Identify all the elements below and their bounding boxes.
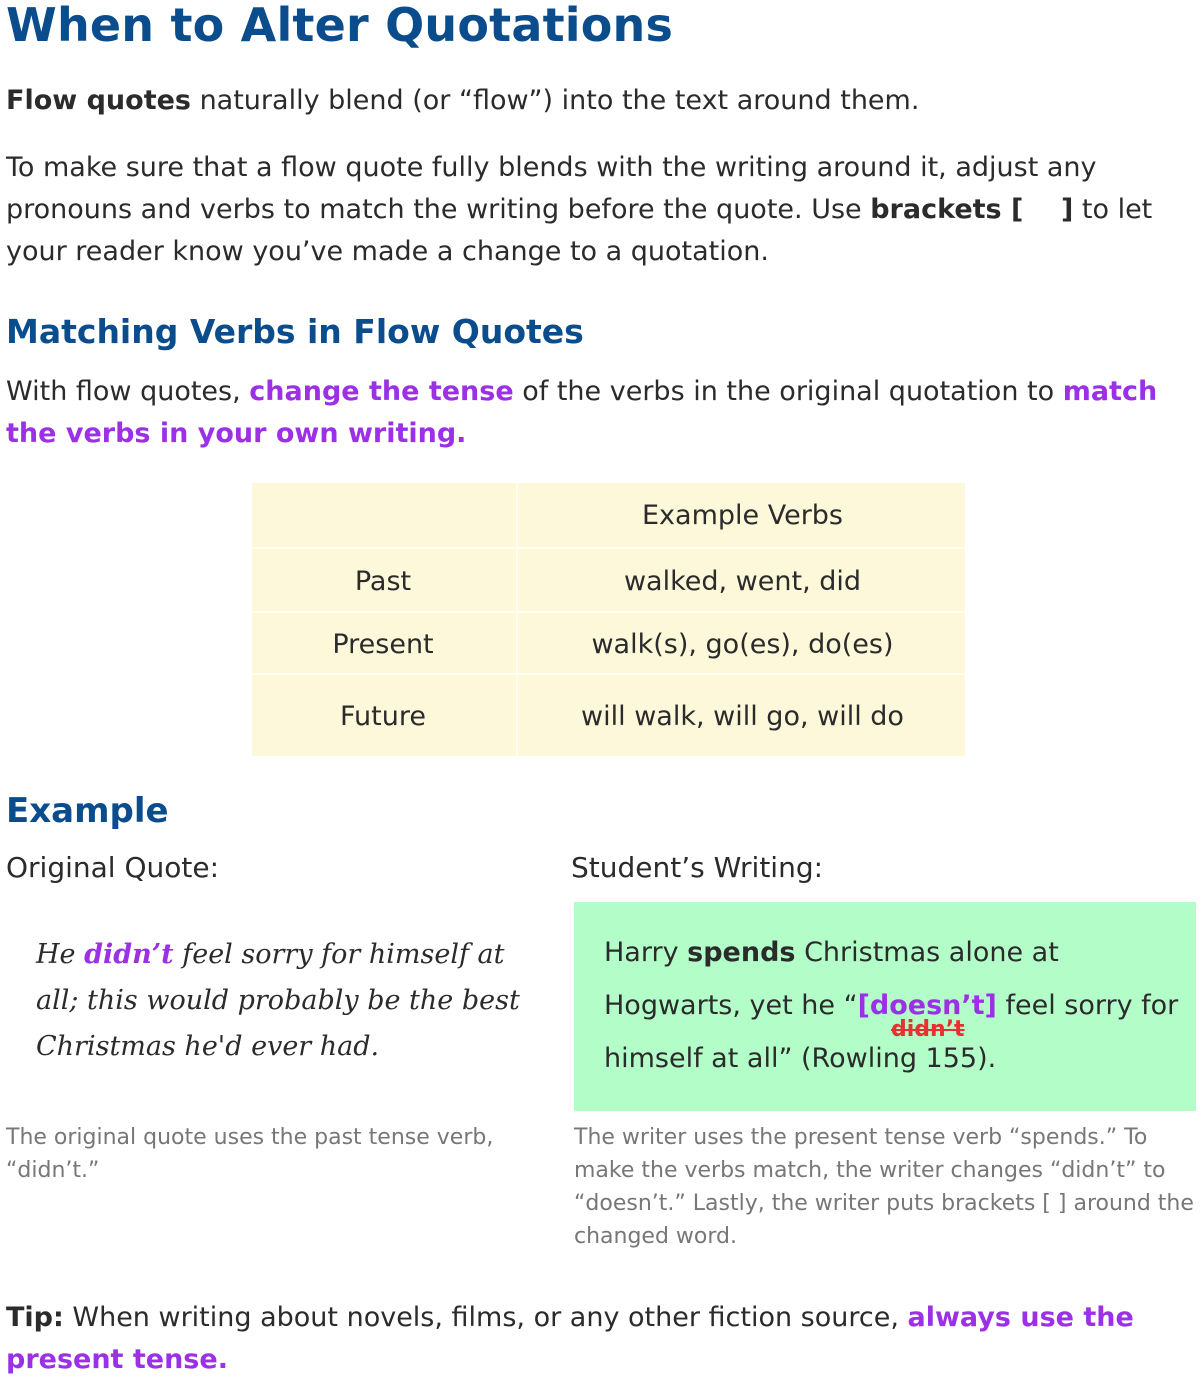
table-header-row xyxy=(252,483,965,547)
tense-highlight-2: match the verbs in your own writing. xyxy=(6,376,1158,449)
intro-paragraph xyxy=(6,80,1186,122)
tip-highlight: always use the present tense. xyxy=(6,1302,1134,1375)
caption-left: The original quote uses the past tense verb, “didn’t.” xyxy=(6,1125,494,1183)
student-text-2: Christmas alone at Hogwarts, yet he “ xyxy=(604,937,1059,1021)
verbs-cell: walk(s), go(es), do(es) xyxy=(516,613,967,675)
verbs-cell: walked, went, did xyxy=(516,549,967,613)
table-header-cell: Example Verbs xyxy=(516,483,967,547)
tense-highlight-1: change the tense xyxy=(249,376,514,407)
verbs-cell: will walk, will go, will do xyxy=(516,675,967,758)
original-quote-label: Original Quote: xyxy=(6,851,220,884)
student-text-1: Harry xyxy=(604,937,688,968)
tip-text: When writing about novels, films, or any other fiction source, xyxy=(63,1302,908,1333)
struck-verb: didn’t xyxy=(891,1017,965,1042)
student-writing xyxy=(604,926,1184,1085)
page-title: When to Alter Quotations xyxy=(6,0,674,52)
intro-bold: Flow quotes xyxy=(6,85,191,116)
section-heading: Matching Verbs in Flow Quotes xyxy=(6,312,584,351)
verbs-table xyxy=(252,483,965,756)
tense-text-2: of the verbs in the original quotation to xyxy=(513,376,1063,407)
tense-text-1: With flow quotes, xyxy=(6,376,250,407)
original-quote-text-1: He xyxy=(36,939,85,970)
bracketed-verb: [doesn’t] xyxy=(857,990,997,1021)
table-header-cell xyxy=(252,483,514,547)
table-row xyxy=(252,673,965,758)
brackets-paragraph-text-1: To make sure that a flow quote fully blends with the writing around it, adjust any pronouns and verbs to match the writing before the quote. Use xyxy=(6,152,1097,225)
tense-cell: Past xyxy=(354,565,412,597)
intro-text: naturally blend (or “flow”) into the text around them. xyxy=(190,85,920,116)
table-row xyxy=(252,547,965,613)
tense-paragraph xyxy=(6,371,1186,455)
original-quote-text-2: feel sorry for himself at all; this would probably be the best Christmas he'd ever had. xyxy=(36,939,520,1062)
student-text-3: feel sorry for himself at all” (Rowling 155). xyxy=(604,990,1179,1074)
caption-right: The writer uses the present tense verb “spends.” To make the verbs match, the writer changes “didn’t” to “doesn’t.” Lastly, the writer puts brackets [ ] around the changed word. xyxy=(574,1125,1194,1249)
brackets-paragraph-text-2: to let your reader know you’ve made a change to a quotation. xyxy=(6,194,1153,267)
brackets-term: brackets [ ] xyxy=(870,194,1074,225)
brackets-paragraph xyxy=(6,147,1186,273)
table-row xyxy=(252,611,965,675)
student-writing-label: Student’s Writing: xyxy=(571,851,824,884)
tense-cell: Future xyxy=(340,701,426,732)
example-heading: Example xyxy=(6,791,169,831)
original-verb: didn’t xyxy=(84,939,174,970)
student-verb: spends xyxy=(687,937,796,968)
tip-paragraph xyxy=(6,1297,1186,1381)
tip-label: Tip: xyxy=(6,1302,64,1333)
original-quote xyxy=(36,932,536,1070)
tense-cell: Present xyxy=(332,628,434,660)
